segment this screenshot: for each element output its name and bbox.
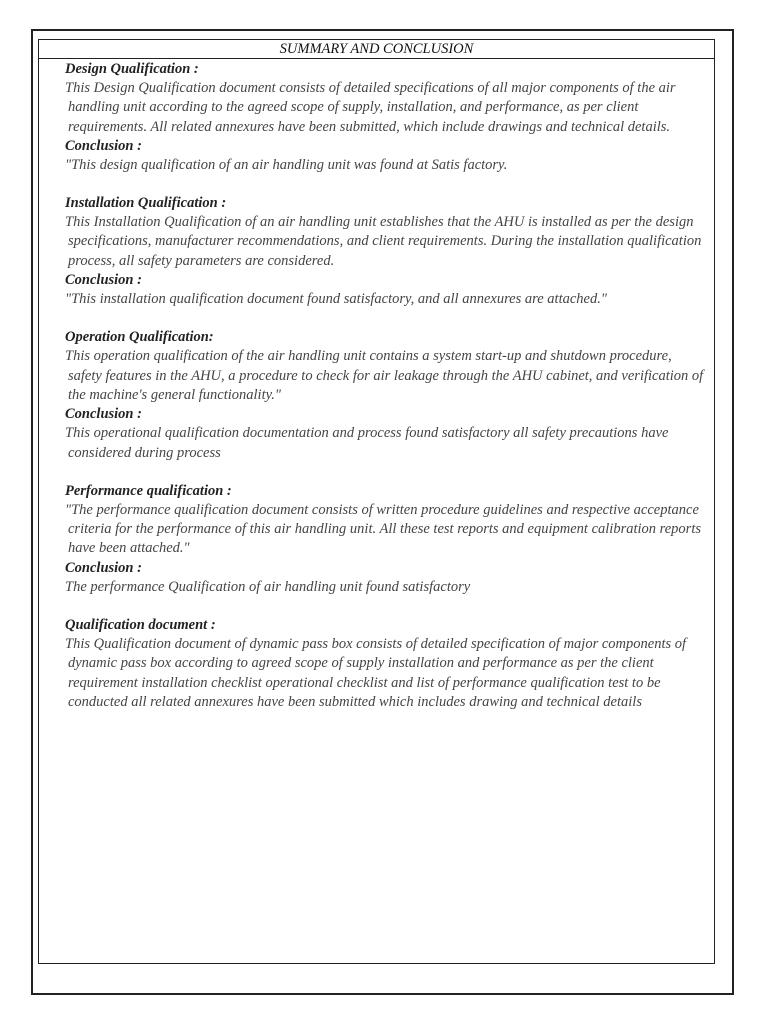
performance-qualification-section xyxy=(65,482,707,597)
section-text: "The performance qualification document consists of written procedure guidelines and respective acceptance criteria for the performance of this air handling unit. All these test reports and equipment calibration reports have been attached." xyxy=(65,501,701,557)
section-heading: Installation Qualification : xyxy=(65,195,227,212)
section-heading: Qualification document : xyxy=(65,617,216,634)
section-text: This Installation Qualification of an air handling unit establishes that the AHU is installed as per the design specifications, manufacturer recommendations, and client requirements. During the installation qualification process, all safety parameters are considered. xyxy=(65,214,702,269)
conclusion-heading: Conclusion : xyxy=(65,559,142,576)
conclusion-heading: Conclusion : xyxy=(65,406,142,423)
qualification-document-section xyxy=(65,616,707,712)
conclusion-text: The performance Qualification of air handling unit found satisfactory xyxy=(65,578,471,595)
section-heading: Performance qualification : xyxy=(65,482,232,499)
conclusion-text: "This installation qualification document found satisfactory, and all annexures are attached." xyxy=(65,291,607,308)
operation-qualification-section xyxy=(65,328,707,462)
section-heading: Design Qualification : xyxy=(65,61,199,77)
conclusion-heading: Conclusion : xyxy=(65,272,142,289)
inner-page-border xyxy=(38,39,715,964)
document-title: SUMMARY AND CONCLUSION xyxy=(39,40,714,59)
installation-qualification-section xyxy=(65,194,707,309)
conclusion-heading: Conclusion : xyxy=(65,137,142,154)
design-qualification-section xyxy=(65,60,707,175)
section-heading: Operation Qualification: xyxy=(65,329,214,346)
conclusion-text: This operational qualification documentation and process found satisfactory all safety precautions have considered during process xyxy=(65,425,669,461)
section-text: This Qualification document of dynamic pass box consists of detailed specification of major components of dynamic pass box according to agreed scope of supply installation and performance as per the client requirement installation checklist operational checklist and list of performance qualification test to be conducted all related annexures have been submitted which includes drawing and technical details xyxy=(65,636,687,710)
conclusion-text: "This design qualification of an air handling unit was found at Satis factory. xyxy=(65,156,508,173)
section-text: This Design Qualification document consists of detailed specifications of all major components of the air handling unit according to the agreed scope of supply, installation, and performance, as per client requirements. All related annexures have been submitted, which include drawings and technical details. xyxy=(65,80,676,135)
section-text: This operation qualification of the air handling unit contains a system start-up and shutdown procedure, safety features in the AHU, a procedure to check for air leakage through the AHU cabinet, and verification of the machine's general functionality." xyxy=(65,348,704,403)
document-content xyxy=(65,60,707,712)
